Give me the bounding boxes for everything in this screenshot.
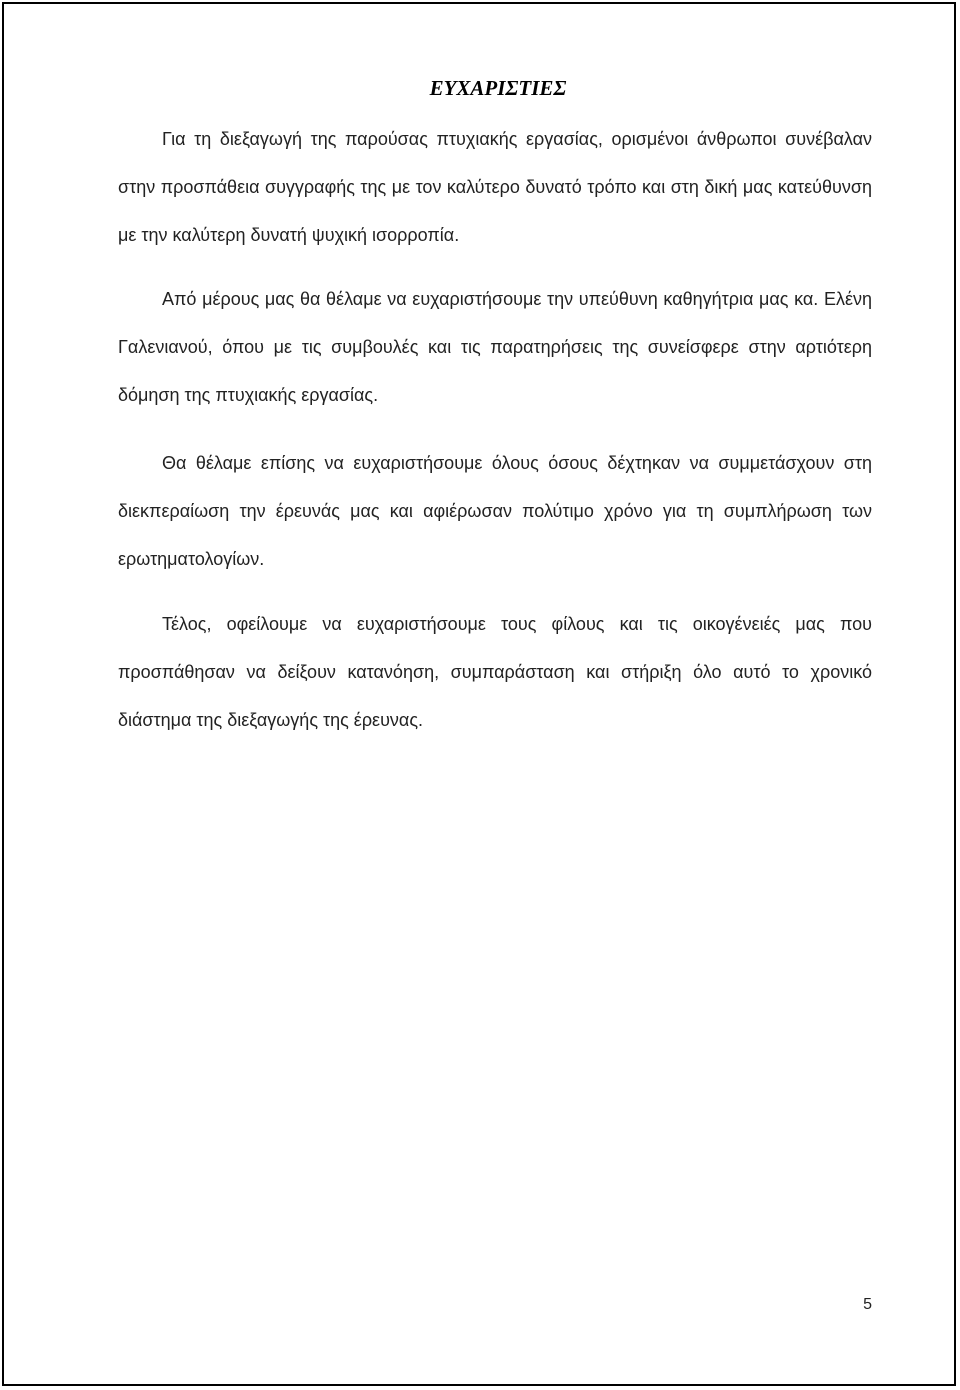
page-number: 5 bbox=[863, 1296, 872, 1313]
paragraph-intro: Για τη διεξαγωγή της παρούσας πτυχιακής εργασίας, ορισμένοι άνθρωποι συνέβαλαν στην προσπάθεια συγγραφής της με τον καλύτερο δυνατό τρόπο και στη δική μας κατεύθυνση με την καλύτερη δυνατή ψυχική ισορροπία. bbox=[118, 129, 872, 245]
paragraph-supervisor-thanks: Από μέρους μας θα θέλαμε να ευχαριστήσουμε την υπεύθυνη καθηγήτρια μας κα. Ελένη Γαλενιανού, όπου με τις συμβουλές και τις παρατηρήσεις της συνείσφερε στην αρτιότερη δόμηση της πτυχιακής εργασίας. bbox=[118, 289, 872, 405]
page-title: ΕΥΧΑΡΙΣΤΙΕΣ bbox=[429, 76, 567, 100]
paragraph-participants-thanks: Θα θέλαμε επίσης να ευχαριστήσουμε όλους όσους δέχτηκαν να συμμετάσχουν στη διεκπεραίωση την έρευνάς μας και αφιέρωσαν πολύτιμο χρόνο για τη συμπλήρωση των ερωτηματολογίων. bbox=[118, 453, 872, 569]
paragraph-family-thanks: Τέλος, οφείλουμε να ευχαριστήσουμε τους φίλους και τις οικογένειές μας που προσπάθησαν να δείξουν κατανόηση, συμπαράσταση και στήριξη όλο αυτό το χρονικό διάστημα της διεξαγωγής της έρευνας. bbox=[118, 614, 872, 730]
